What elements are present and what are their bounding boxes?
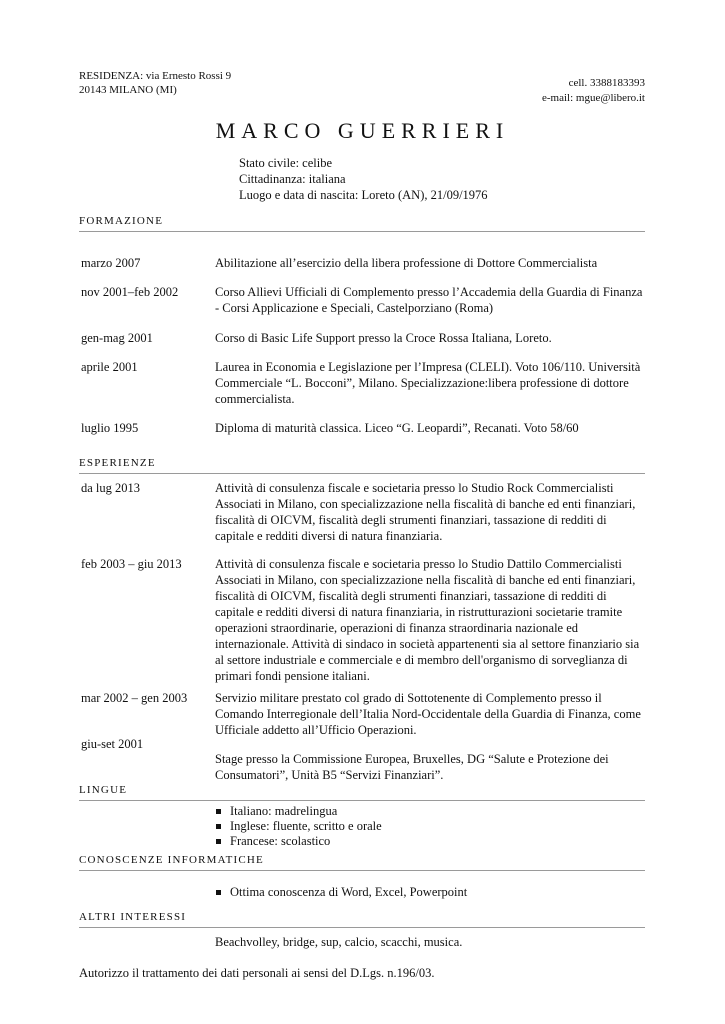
computer-skills-list — [215, 885, 467, 900]
formazione-date: aprile 2001 — [81, 360, 138, 374]
section-title-esperienze: ESPERIENZE — [79, 457, 156, 469]
esperienze-text: Attività di consulenza fiscale e societaria presso lo Studio Rock Commercialisti Associati in Milano, con specializzazione nella fiscalità di banche ed enti finanziari, fiscalità di OICVM, fiscalità degli strumenti finanziari, tassazione di redditi di capitale e redditi diversi di natura finanziaria. — [215, 481, 636, 543]
esperienze-text: Stage presso la Commissione Europea, Bruxelles, DG “Salute e Protezione dei Consumatori”, Unità B5 “Servizi Finanziari”. — [215, 752, 609, 782]
section-title-interessi: ALTRI INTERESSI — [79, 911, 187, 923]
email-address: e-mail: mgue@libero.it — [542, 92, 645, 104]
formazione-date: gen-mag 2001 — [81, 331, 153, 345]
residence-address: RESIDENZA: via Ernesto Rossi 9 — [79, 70, 232, 82]
formazione-text: Laurea in Economia e Legislazione per l’Impresa (CLELI). Voto 106/110. Università Commerciale “L. Bocconi”, Milano. Specializzazione:libera professione di dottore commercialista. — [215, 360, 641, 406]
formazione-text: Abilitazione all’esercizio della libera professione di Dottore Commercialista — [215, 256, 598, 270]
residence-block — [79, 69, 231, 97]
section-divider — [79, 800, 645, 801]
esperienze-date: da lug 2013 — [81, 481, 141, 495]
section-divider — [79, 231, 645, 232]
section-divider — [79, 870, 645, 871]
languages-list — [215, 804, 382, 849]
esperienze-date: giu-set 2001 — [81, 737, 144, 751]
marital-status: Stato civile: celibe — [239, 156, 333, 170]
section-divider — [79, 927, 645, 928]
list-item: Francese: scolastico — [215, 834, 382, 849]
esperienze-text: Servizio militare prestato col grado di Sottotenente di Complemento presso il Comando Interregionale dell’Italia Nord-Occidentale della Guardia di Finanza, come Ufficiale addetto all’Ufficio Operazioni. — [215, 691, 641, 737]
esperienze-text: Attività di consulenza fiscale e societaria presso lo Studio Dattilo Commercialisti Associati in Milano, con specializzazione nella fiscalità di banche ed enti finanziari, fiscalità di OICVM, fiscalità degli strumenti finanziari, tassazione di redditi di capitale e redditi diversi di natura finanziaria, in ristrutturazioni societarie tramite operazioni straordinarie, operazioni di finanza straordinaria nazionale ed internazionale. Attività di sindaco in società appartenenti sia al settore finanziario sia al settore industriale e commerciale e di membro dell'organismo di sorveglianza di primari fondi pensione italiani. — [215, 557, 640, 683]
person-name: MARCO GUERRIERI — [215, 118, 510, 143]
section-title-formazione: FORMAZIONE — [79, 215, 164, 227]
citizenship: Cittadinanza: italiana — [239, 172, 346, 186]
formazione-text: Diploma di maturità classica. Liceo “G. Leopardi”, Recanati. Voto 58/60 — [215, 421, 579, 435]
list-item: Italiano: madrelingua — [215, 804, 382, 819]
section-divider — [79, 473, 645, 474]
formazione-date: nov 2001–feb 2002 — [81, 285, 179, 299]
formazione-text: Corso di Basic Life Support presso la Croce Rossa Italiana, Loreto. — [215, 331, 552, 345]
residence-city: 20143 MILANO (MI) — [79, 84, 177, 96]
phone-number: cell. 3388183393 — [568, 77, 645, 89]
formazione-text: Corso Allievi Ufficiali di Complemento presso l’Accademia della Guardia di Finanza - Corsi Applicazione e Speciali, Castelporziano (Roma) — [215, 285, 643, 315]
formazione-date: luglio 1995 — [81, 421, 139, 435]
privacy-consent: Autorizzo il trattamento dei dati personali ai sensi del D.Lgs. n.196/03. — [79, 966, 435, 980]
esperienze-date: feb 2003 – giu 2013 — [81, 557, 182, 571]
section-title-lingue: LINGUE — [79, 784, 128, 796]
list-item: Ottima conoscenza di Word, Excel, Powerpoint — [215, 885, 467, 900]
formazione-date: marzo 2007 — [81, 256, 141, 270]
section-title-informatiche: CONOSCENZE INFORMATICHE — [79, 854, 264, 866]
contact-block — [542, 76, 645, 106]
list-item: Inglese: fluente, scritto e orale — [215, 819, 382, 834]
interests-text: Beachvolley, bridge, sup, calcio, scacchi, musica. — [215, 935, 463, 949]
personal-info — [239, 155, 488, 203]
esperienze-date: mar 2002 – gen 2003 — [81, 691, 188, 705]
birth-info: Luogo e data di nascita: Loreto (AN), 21/09/1976 — [239, 188, 488, 202]
